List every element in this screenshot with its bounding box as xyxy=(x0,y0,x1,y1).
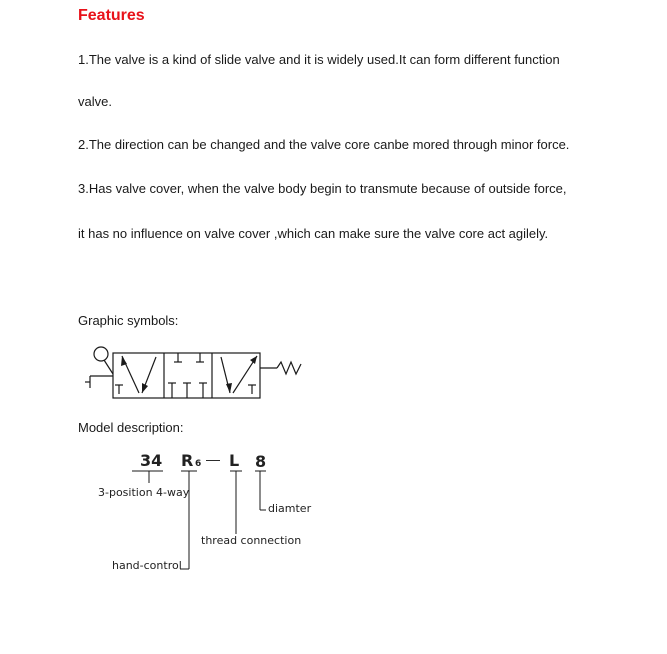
model-code-connection: L xyxy=(229,451,240,470)
feature-line-5: it has no influence on valve cover ,which can make sure the valve core act agilely. xyxy=(78,226,549,241)
annotation-position-way: 3-position 4-way xyxy=(98,486,190,499)
annotation-thread-connection: thread connection xyxy=(201,534,302,547)
model-description-label: Model description: xyxy=(78,420,184,435)
annotation-diameter: diamter xyxy=(268,502,312,515)
feature-line-1: 1.The valve is a kind of slide valve and it is widely used.It can form different function xyxy=(78,52,560,67)
feature-line-3: 2.The direction can be changed and the valve core canbe mored through minor force. xyxy=(78,137,570,152)
model-code-series: 34 xyxy=(140,451,163,470)
features-title: Features xyxy=(78,7,145,24)
annotation-hand-control: hand-control xyxy=(112,559,182,572)
feature-line-4: 3.Has valve cover, when the valve body begin to transmute because of outside force, xyxy=(78,181,567,196)
feature-line-2: valve. xyxy=(78,94,112,109)
model-code-dash: — xyxy=(206,451,220,467)
model-code-subscript: 6 xyxy=(195,459,202,469)
model-code-control: R xyxy=(181,451,194,470)
graphic-symbols-label: Graphic symbols: xyxy=(78,313,179,328)
model-code-diameter: 8 xyxy=(255,452,267,471)
